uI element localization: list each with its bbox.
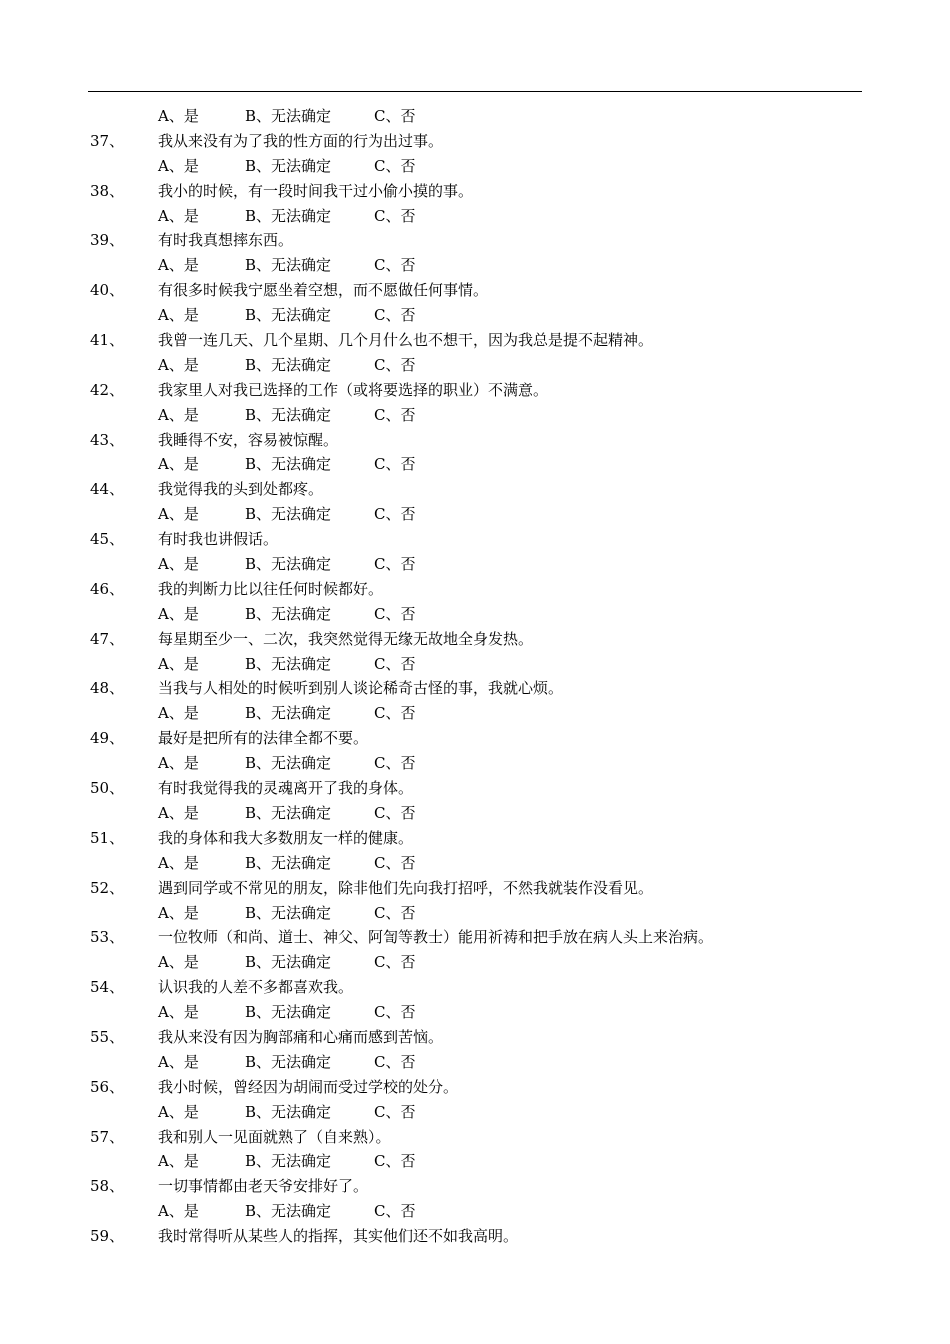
options-row (0, 602, 950, 627)
option-a: A、是 (158, 654, 199, 673)
options-row (0, 154, 950, 179)
question-text: 最好是把所有的法律全都不要。 (158, 729, 369, 748)
question-row (0, 776, 950, 801)
question-text: 我曾一连几天、几个星期、几个月什么也不想干，因为我总是提不起精神。 (158, 331, 654, 350)
option-a: A、是 (158, 256, 199, 275)
option-a: A、是 (158, 1003, 199, 1022)
question-row (0, 1025, 950, 1050)
question-text: 我的身体和我大多数朋友一样的健康。 (158, 828, 414, 847)
option-a: A、是 (158, 1052, 199, 1071)
options-row (0, 253, 950, 278)
options-row (0, 104, 950, 129)
question-text: 我觉得我的头到处都疼。 (158, 480, 324, 499)
question-number: 38、 (90, 181, 125, 200)
option-c: C、否 (374, 355, 416, 374)
option-c: C、否 (374, 505, 416, 524)
question-text: 我小时候，曾经因为胡闹而受过学校的处分。 (158, 1077, 459, 1096)
question-row (0, 129, 950, 154)
option-c: C、否 (374, 555, 416, 574)
option-a: A、是 (158, 903, 199, 922)
question-row (0, 477, 950, 502)
options-row (0, 1000, 950, 1025)
option-c: C、否 (374, 1052, 416, 1071)
question-row (0, 577, 950, 602)
question-text: 一位牧师（和尚、道士、神父、阿訇等教士）能用祈祷和把手放在病人头上来治病。 (158, 928, 714, 947)
question-number: 50、 (90, 779, 125, 798)
options-row (0, 652, 950, 677)
question-number: 47、 (90, 629, 125, 648)
option-b: B、无法确定 (245, 107, 332, 125)
option-a: A、是 (158, 1152, 199, 1171)
question-text: 认识我的人差不多都喜欢我。 (158, 978, 354, 997)
question-row (0, 527, 950, 552)
question-number: 42、 (90, 380, 125, 399)
option-b: B、无法确定 (245, 903, 332, 922)
option-b: B、无法确定 (245, 1052, 332, 1071)
question-text: 我睡得不安，容易被惊醒。 (158, 430, 339, 449)
option-b: B、无法确定 (245, 704, 332, 723)
question-number: 44、 (90, 480, 125, 499)
options-row (0, 851, 950, 876)
options-row (0, 901, 950, 926)
option-b: B、无法确定 (245, 953, 332, 972)
options-row (0, 751, 950, 776)
option-c: C、否 (374, 107, 416, 125)
question-number: 45、 (90, 530, 125, 549)
options-row (0, 1050, 950, 1075)
option-a: A、是 (158, 206, 199, 225)
question-row (0, 826, 950, 851)
option-c: C、否 (374, 1102, 416, 1121)
question-row (0, 1075, 950, 1100)
question-number: 57、 (90, 1127, 125, 1146)
question-row (0, 228, 950, 253)
option-c: C、否 (374, 803, 416, 822)
question-number: 59、 (90, 1227, 125, 1246)
question-number: 51、 (90, 828, 125, 847)
option-b: B、无法确定 (245, 1102, 332, 1121)
header-rule (88, 91, 862, 92)
question-row (0, 876, 950, 901)
option-c: C、否 (374, 206, 416, 225)
options-row (0, 552, 950, 577)
option-b: B、无法确定 (245, 853, 332, 872)
option-c: C、否 (374, 903, 416, 922)
option-a: A、是 (158, 455, 199, 474)
question-list (0, 104, 950, 1249)
options-row (0, 701, 950, 726)
option-b: B、无法确定 (245, 1152, 332, 1171)
option-c: C、否 (374, 306, 416, 325)
question-row (0, 1174, 950, 1199)
option-b: B、无法确定 (245, 156, 332, 175)
question-number: 56、 (90, 1077, 125, 1096)
question-number: 49、 (90, 729, 125, 748)
question-number: 52、 (90, 878, 125, 897)
option-b: B、无法确定 (245, 355, 332, 374)
option-b: B、无法确定 (245, 754, 332, 773)
options-row (0, 801, 950, 826)
option-c: C、否 (374, 1003, 416, 1022)
option-a: A、是 (158, 355, 199, 374)
question-text: 我时常得听从某些人的指挥，其实他们还不如我高明。 (158, 1227, 519, 1246)
options-row (0, 1149, 950, 1174)
question-text: 一切事情都由老天爷安排好了。 (158, 1177, 369, 1196)
option-b: B、无法确定 (245, 306, 332, 325)
options-row (0, 204, 950, 229)
option-a: A、是 (158, 156, 199, 175)
question-number: 39、 (90, 231, 125, 250)
options-row (0, 403, 950, 428)
option-c: C、否 (374, 455, 416, 474)
option-a: A、是 (158, 604, 199, 623)
question-row (0, 676, 950, 701)
question-number: 46、 (90, 579, 125, 598)
option-c: C、否 (374, 1202, 416, 1221)
options-row (0, 1199, 950, 1224)
question-text: 有时我也讲假话。 (158, 530, 279, 549)
option-c: C、否 (374, 704, 416, 723)
options-row (0, 452, 950, 477)
question-text: 我和别人一见面就熟了（自来熟）。 (158, 1127, 391, 1146)
option-a: A、是 (158, 505, 199, 524)
option-b: B、无法确定 (245, 505, 332, 524)
option-b: B、无法确定 (245, 604, 332, 623)
question-number: 43、 (90, 430, 125, 449)
option-b: B、无法确定 (245, 455, 332, 474)
option-c: C、否 (374, 604, 416, 623)
question-text: 我从来没有因为胸部痛和心痛而感到苦恼。 (158, 1027, 444, 1046)
question-text: 有很多时候我宁愿坐着空想，而不愿做任何事情。 (158, 281, 489, 300)
question-number: 41、 (90, 331, 125, 350)
option-b: B、无法确定 (245, 1003, 332, 1022)
option-c: C、否 (374, 953, 416, 972)
question-row (0, 328, 950, 353)
option-b: B、无法确定 (245, 405, 332, 424)
option-c: C、否 (374, 256, 416, 275)
option-a: A、是 (158, 953, 199, 972)
question-row (0, 925, 950, 950)
option-a: A、是 (158, 306, 199, 325)
question-number: 48、 (90, 679, 125, 698)
question-number: 40、 (90, 281, 125, 300)
option-b: B、无法确定 (245, 654, 332, 673)
option-c: C、否 (374, 1152, 416, 1171)
question-number: 37、 (90, 131, 125, 150)
option-b: B、无法确定 (245, 803, 332, 822)
option-a: A、是 (158, 704, 199, 723)
question-row (0, 975, 950, 1000)
option-b: B、无法确定 (245, 555, 332, 574)
option-a: A、是 (158, 555, 199, 574)
option-b: B、无法确定 (245, 206, 332, 225)
question-number: 53、 (90, 928, 125, 947)
question-text: 每星期至少一、二次，我突然觉得无缘无故地全身发热。 (158, 629, 534, 648)
option-c: C、否 (374, 754, 416, 773)
question-row (0, 179, 950, 204)
option-c: C、否 (374, 853, 416, 872)
option-c: C、否 (374, 405, 416, 424)
options-row (0, 303, 950, 328)
question-row (0, 726, 950, 751)
question-text: 有时我觉得我的灵魂离开了我的身体。 (158, 779, 414, 798)
option-a: A、是 (158, 853, 199, 872)
option-b: B、无法确定 (245, 256, 332, 275)
question-text: 我家里人对我已选择的工作（或将要选择的职业）不满意。 (158, 380, 549, 399)
option-b: B、无法确定 (245, 1202, 332, 1221)
option-a: A、是 (158, 1102, 199, 1121)
question-text: 有时我真想摔东西。 (158, 231, 294, 250)
question-text: 我小的时候，有一段时间我干过小偷小摸的事。 (158, 181, 474, 200)
question-text: 当我与人相处的时候听到别人谈论稀奇古怪的事，我就心烦。 (158, 679, 564, 698)
option-c: C、否 (374, 654, 416, 673)
options-row (0, 950, 950, 975)
options-row (0, 502, 950, 527)
question-number: 54、 (90, 978, 125, 997)
question-text: 我的判断力比以往任何时候都好。 (158, 579, 384, 598)
option-a: A、是 (158, 803, 199, 822)
question-row (0, 627, 950, 652)
question-number: 58、 (90, 1177, 125, 1196)
question-row (0, 378, 950, 403)
options-row (0, 353, 950, 378)
option-a: A、是 (158, 107, 199, 125)
question-text: 遇到同学或不常见的朋友，除非他们先向我打招呼，不然我就装作没看见。 (158, 878, 654, 897)
question-row (0, 1125, 950, 1150)
question-row (0, 278, 950, 303)
option-a: A、是 (158, 405, 199, 424)
question-row (0, 428, 950, 453)
question-text: 我从来没有为了我的性方面的行为出过事。 (158, 131, 444, 150)
option-a: A、是 (158, 1202, 199, 1221)
option-c: C、否 (374, 156, 416, 175)
option-a: A、是 (158, 754, 199, 773)
options-row (0, 1100, 950, 1125)
question-number: 55、 (90, 1027, 125, 1046)
question-row (0, 1224, 950, 1249)
